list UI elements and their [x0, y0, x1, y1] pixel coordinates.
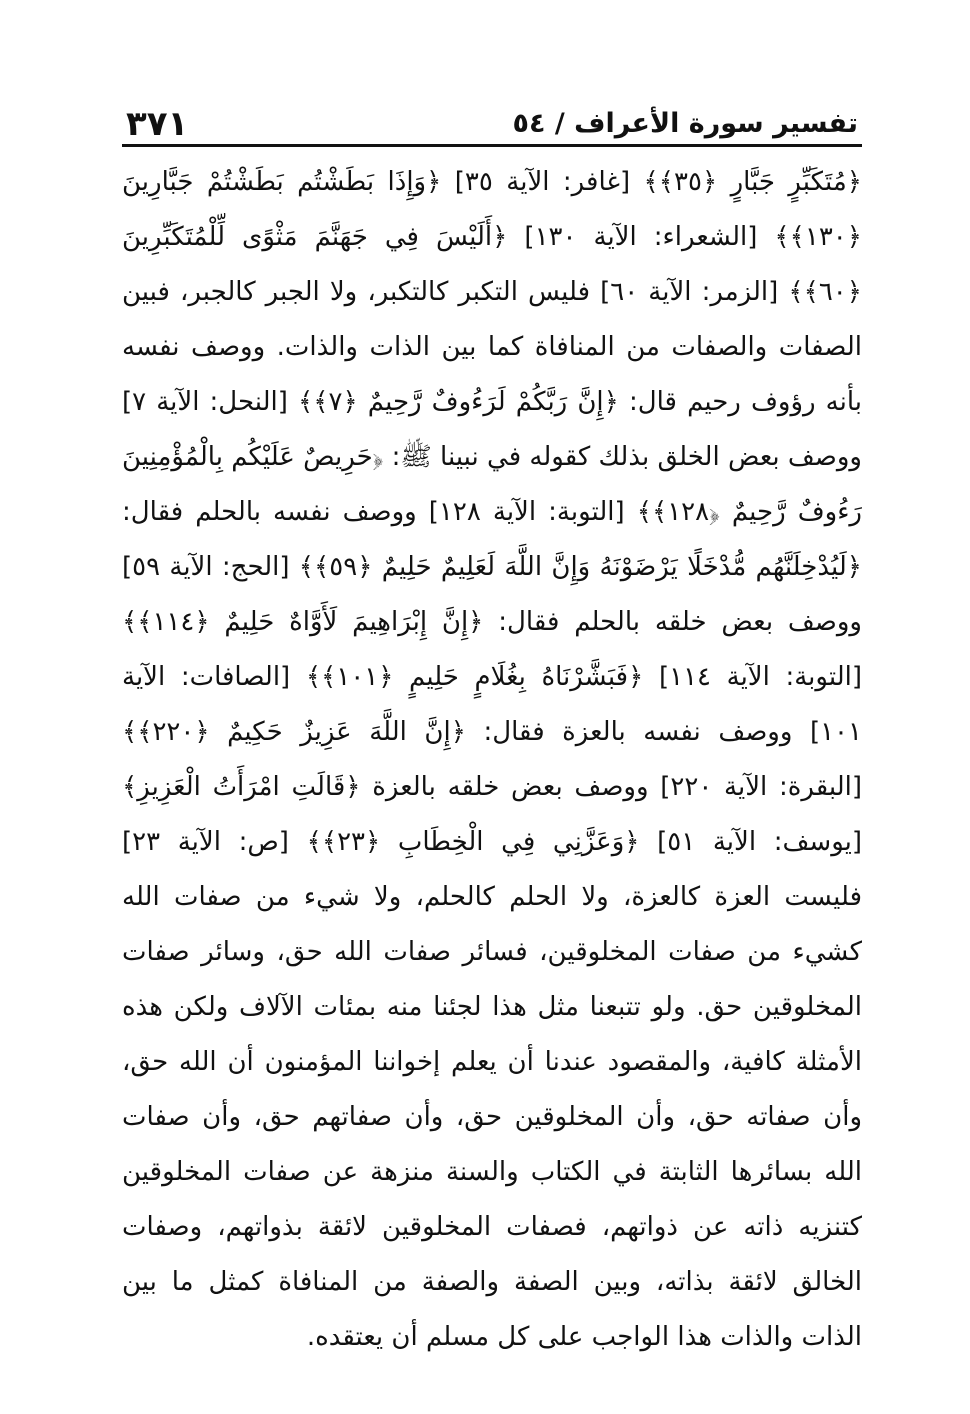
- body-paragraph: ﴿مُتَكَبِّرٍ جَبَّارٍ ﴿٣٥﴾﴾ [غافر: الآية ٣٥] ﴿وَإِذَا بَطَشْتُم بَطَشْتُمْ جَبَّارِينَ ﴿١٣٠﴾﴾ [الشعراء: الآية ١٣٠] ﴿أَلَيْسَ فِي جَهَنَّمَ مَثْوًى لِّلْمُتَكَبِّرِينَ ﴿٦٠﴾﴾ [الزمر: الآية ٦٠] فليس التكبر كالتكبر، ولا الجبر كالجبر، فبين الصفات والصفات من المنافاة كما بين الذات والذات. ووصف نفسه بأنه رؤوف رحيم قال: ﴿إِنَّ رَبَّكُمْ لَرَءُوفٌ رَّحِيمٌ ﴿٧﴾﴾ [النحل: الآية ٧] ووصف بعض الخلق بذلك كقوله في نبينا ﷺ: ﴿حَرِيصٌ عَلَيْكُم بِالْمُؤْمِنِينَ رَءُوفٌ رَّحِيمٌ ﴿١٢٨﴾﴾ [التوبة: الآية ١٢٨] ووصف نفسه بالحلم فقال: ﴿لَيُدْخِلَنَّهُم مُّدْخَلًا يَرْضَوْنَهُ وَإِنَّ اللَّهَ لَعَلِيمٌ حَلِيمٌ ﴿٥٩﴾﴾ [الحج: الآية ٥٩] ووصف بعض خلقه بالحلم فقال: ﴿إِنَّ إِبْرَاهِيمَ لَأَوَّاهٌ حَلِيمٌ ﴿١١٤﴾﴾ [التوبة: الآية ١١٤] ﴿فَبَشَّرْنَاهُ بِغُلَامٍ حَلِيمٍ ﴿١٠١﴾﴾ [الصافات: الآية ١٠١] ووصف نفسه بالعزة فقال: ﴿إِنَّ اللَّهَ عَزِيزٌ حَكِيمٌ ﴿٢٢٠﴾﴾ [البقرة: الآية ٢٢٠] ووصف بعض خلقه بالعزة ﴿قَالَتِ امْرَأَتُ الْعَزِيزِ﴾ [يوسف: الآية ٥١] ﴿وَعَزَّنِي فِي الْخِطَابِ ﴿٢٣﴾﴾ [ص: الآية ٢٣] فليست العزة كالعزة، ولا الحلم كالحلم، ولا شيء من صفات الله كشيء من صفات المخلوقين، فسائر صفات الله حق، وسائر صفات المخلوقين حق. ولو تتبعنا مثل هذا لجئنا منه بمئات الآلاف ولكن هذه الأمثلة كافية، والمقصود عندنا أن يعلم إخواننا المؤمنون أن الله حق، وأن صفاته حق، وأن المخلوقين حق، وأن صفاتهم حق، وأن صفات الله بسائرها الثابتة في الكتاب والسنة منزهة عن صفات المخلوقين كتنزيه ذاته عن ذواتهم، فصفات المخلوقين لائقة بذواتهم، وصفات الخالق لائقة بذاته، وبين الصفة والصفة من المنافاة كمثل ما بين الذات والذات هذا الواجب على كل مسلم أن يعتقده.: [122, 167, 863, 1352]
- body-text: [122, 155, 862, 1365]
- page-header: [122, 100, 862, 147]
- book-page: [122, 100, 862, 1365]
- page-number: ٣٧١: [126, 104, 189, 144]
- running-title: تفسير سورة الأعراف / ٥٤: [512, 108, 858, 139]
